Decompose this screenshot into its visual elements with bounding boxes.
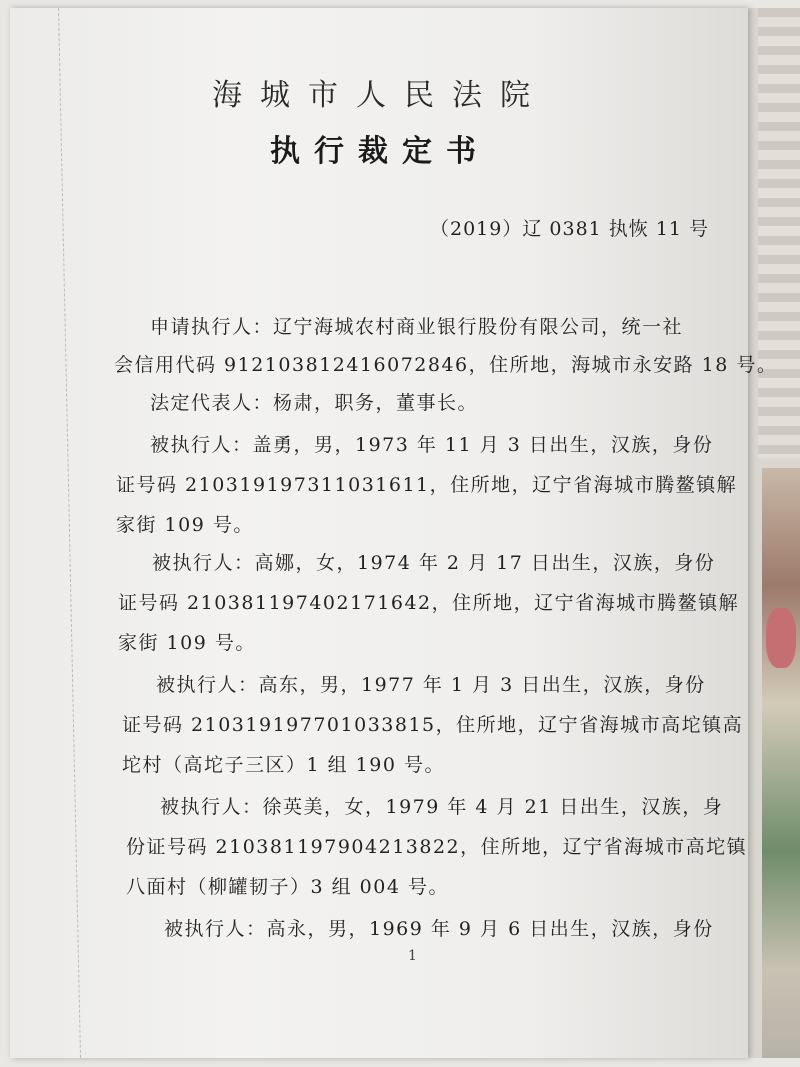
body-line: 证号码 210319197701033815，住所地，辽宁省海城市高坨镇高 xyxy=(122,714,744,736)
document-title: 执行裁定书 xyxy=(270,134,490,169)
court-name: 海城市人民法院 xyxy=(212,78,548,113)
body-line: 份证号码 210381197904213822，住所地，辽宁省海城市高坨镇 xyxy=(126,836,748,858)
newspaper-text-column xyxy=(758,8,800,458)
newspaper-photo xyxy=(762,468,800,1058)
body-line: 被执行人：盖勇，男，1973 年 11 月 3 日出生，汉族，身份 xyxy=(150,434,714,456)
body-line: 申请执行人：辽宁海城农村商业银行股份有限公司，统一社 xyxy=(150,316,684,338)
body-line: 证号码 210319197311031611，住所地，辽宁省海城市腾鳌镇解 xyxy=(116,474,738,496)
body-line: 会信用代码 912103812416072846，住所地，海城市永安路 18 号。 xyxy=(114,354,778,376)
body-line: 被执行人：徐英美，女，1979 年 4 月 21 日出生，汉族，身 xyxy=(160,796,724,818)
case-number: （2019）辽 0381 执恢 11 号 xyxy=(430,218,710,240)
body-line: 被执行人：高娜，女，1974 年 2 月 17 日出生，汉族，身份 xyxy=(152,552,716,574)
body-line: 坨村（高坨子三区）1 组 190 号。 xyxy=(122,754,445,776)
body-line: 被执行人：高东，男，1977 年 1 月 3 日出生，汉族，身份 xyxy=(156,674,706,696)
body-line: 家街 109 号。 xyxy=(116,514,254,536)
page-number: 1 xyxy=(408,948,417,964)
body-line: 证号码 210381197402171642，住所地，辽宁省海城市腾鳌镇解 xyxy=(118,592,740,614)
body-line: 八面村（柳罐韧子）3 组 004 号。 xyxy=(126,876,449,898)
body-line: 被执行人：高永，男，1969 年 9 月 6 日出生，汉族，身份 xyxy=(164,918,714,940)
body-line: 法定代表人：杨肃，职务，董事长。 xyxy=(150,392,479,414)
newspaper-photo-detail xyxy=(766,608,796,668)
body-line: 家街 109 号。 xyxy=(118,632,256,654)
